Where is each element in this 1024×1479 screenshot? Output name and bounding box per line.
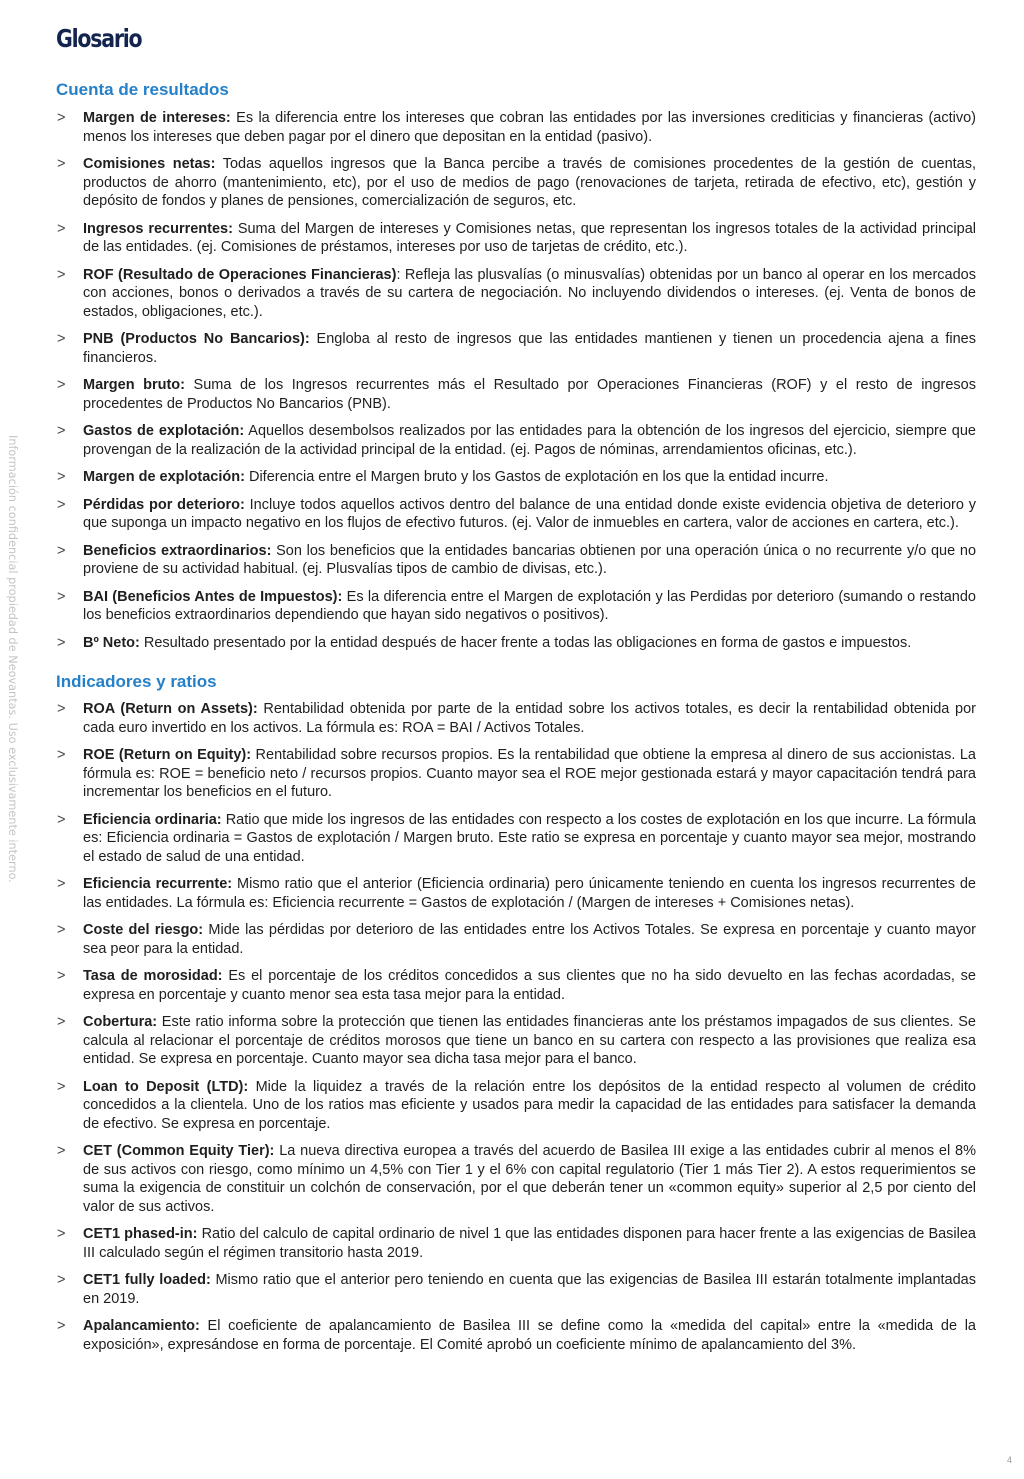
- glossary-term: CET1 fully loaded:: [83, 1272, 211, 1288]
- glossary-term: Margen bruto:: [83, 377, 185, 393]
- glossary-definition: Mide las pérdidas por deterioro de las entidades entre los Activos Totales. Se expresa en porcentaje y cuanto mayor sea peor para la entidad.: [83, 922, 977, 957]
- glossary-text: [83, 1317, 976, 1354]
- glossary-list: [56, 700, 976, 1354]
- glossary-text: [83, 700, 976, 737]
- glossary-term: CET (Common Equity Tier):: [83, 1143, 275, 1159]
- glossary-definition: Rentabilidad obtenida por parte de la entidad sobre los activos totales, es decir la rentabilidad obtenida por cada euro invertido en los activos. La fórmula es: ROA = BAI / Activos Totales.: [83, 701, 976, 736]
- bullet-marker: >: [57, 747, 66, 763]
- bullet-marker: >: [57, 811, 66, 828]
- bullet-marker: >: [57, 331, 66, 347]
- glossary-text: [83, 266, 976, 322]
- glossary-text: [83, 496, 976, 533]
- bullet-marker: >: [57, 1226, 66, 1242]
- glossary-term: Gastos de explotación:: [83, 423, 245, 439]
- glossary-text: [83, 634, 976, 653]
- glossary-term: Ingresos recurrentes:: [83, 220, 233, 237]
- glossary-text: [83, 542, 976, 579]
- glossary-text: [83, 220, 976, 257]
- glossary-term: Eficiencia recurrente:: [83, 876, 233, 892]
- glossary-item: [56, 376, 976, 413]
- glossary-term: ROA (Return on Assets):: [83, 701, 258, 717]
- glossary-text: [83, 746, 976, 802]
- glossary-text: [83, 468, 976, 487]
- glossary-item: [56, 921, 976, 958]
- bullet-marker: >: [57, 1318, 66, 1334]
- glossary-term: Coste del riesgo:: [83, 922, 204, 938]
- glossary-item: [56, 634, 976, 653]
- glossary-term: BAI (Beneficios Antes de Impuestos):: [83, 588, 343, 605]
- glossary-definition: Suma de los Ingresos recurrentes más el Resultado por Operaciones Financieras (ROF) y el resto de ingresos procedentes de Productos No Bancarios (PNB).: [83, 377, 976, 412]
- glossary-item: [56, 220, 976, 257]
- glossary-item: [56, 588, 976, 625]
- bullet-marker: >: [57, 542, 66, 559]
- glossary-item: [56, 542, 976, 579]
- glossary-definition: Resultado presentado por la entidad después de hacer frente a todas las obligaciones en forma de gastos e impuestos.: [139, 634, 912, 651]
- glossary-definition: Es el porcentaje de los créditos concedidos a sus clientes que no ha sido devuelto en las fechas acordadas, se expresa en porcentaje y cuanto menor sea esta tasa mejor para la entidad.: [83, 968, 976, 1003]
- glossary-item: [56, 155, 976, 211]
- glossary-text: [83, 1078, 976, 1134]
- glossary-text: [83, 1225, 976, 1262]
- bullet-marker: >: [57, 423, 66, 439]
- glossary-text: [83, 1013, 976, 1069]
- bullet-marker: >: [57, 1143, 66, 1159]
- bullet-marker: >: [57, 266, 66, 283]
- glossary-term: Beneficios extraordinarios:: [83, 542, 272, 559]
- glossary-term: Tasa de morosidad:: [83, 968, 223, 984]
- bullet-marker: >: [57, 968, 66, 984]
- glossary-term: ROF (Resultado de Operaciones Financieras): [83, 266, 397, 283]
- glossary-item: [56, 266, 976, 322]
- glossary-item: [56, 811, 976, 867]
- glossary-item: [56, 496, 976, 533]
- glossary-term: Loan to Deposit (LTD):: [83, 1078, 249, 1095]
- section-cuenta-de-resultados: [56, 80, 976, 652]
- glossary-item: [56, 700, 976, 737]
- glossary-definition: Es la diferencia entre los intereses que cobran las entidades por las inversiones crediticias y financieras (activo) menos los intereses que deben pagar por el dinero que depositan en la entidad (pasivo).: [83, 110, 976, 145]
- bullet-marker: >: [57, 876, 66, 892]
- glossary-text: [83, 967, 976, 1004]
- glossary-definition: Rentabilidad sobre recursos propios. Es la rentabilidad que obtiene la empresa al dinero de sus accionistas. La fórmula es: ROE = beneficio neto / recursos propios. Cuanto mayor sea el ROE mejor gestionada estará y mayor capacitación tendrá para incrementar los beneficios en el futuro.: [83, 747, 976, 800]
- glossary-item: [56, 1271, 976, 1308]
- glossary-text: [83, 422, 976, 459]
- glossary-term: Pérdidas por deterioro:: [83, 496, 245, 513]
- glossary-definition: Aquellos desembolsos realizados por las entidades para la obtención de los ingresos del ejercicio, siempre que provengan de la realización de la actividad principal de la entidad. (ej. Pagos de nóminas, arrendamientos oficinas, etc.).: [83, 423, 976, 458]
- glossary-definition: Mide la liquidez a través de la relación entre los depósitos de la entidad respecto al volumen de crédito concedidos a la clientela. Uno de los ratios mas eficiente y usados para medir la capacidad de las entidades para satisfacer la demanda de efectivo. Se expresa en porcentaje.: [83, 1078, 976, 1132]
- glossary-definition: Diferencia entre el Margen bruto y los Gastos de explotación en los que la entidad incurre.: [244, 469, 829, 485]
- glossary-definition: Es la diferencia entre el Margen de explotación y las Perdidas por deterioro (sumando o restando los beneficios extraordinarios dependiendo que hayan sido negativos o positivos).: [83, 588, 976, 623]
- glossary-list: [56, 109, 976, 652]
- glossary-definition: Este ratio informa sobre la protección que tienen las entidades financieras ante los préstamos impagados de sus clientes. Se calcula al relacionar el porcentaje de créditos morosos que tiene un banco en su cartera con respecto a las provisiones que realiza esa entidad. Se expresa en porcentaje. Cuanto mayor sea dicha tasa mejor para el banco.: [83, 1014, 976, 1067]
- glossary-text: [83, 1142, 976, 1216]
- glossary-definition: Engloba al resto de ingresos que las entidades mantienen y tienen un procedencia ajena a fines financieros.: [83, 331, 976, 366]
- glossary-definition: Ratio del calculo de capital ordinario de nivel 1 que las entidades disponen para hacer frente a las exigencias de Basilea III calculado según el régimen transitorio hasta 2019.: [83, 1226, 976, 1261]
- glossary-term: ROE (Return on Equity):: [83, 747, 252, 763]
- glossary-item: [56, 109, 976, 146]
- glossary-text: [83, 155, 976, 211]
- glossary-term: CET1 phased-in:: [83, 1226, 198, 1242]
- glossary-term: Bº Neto:: [83, 634, 140, 651]
- section-indicadores-y-ratios: [56, 672, 976, 1354]
- bullet-marker: >: [57, 220, 66, 237]
- glossary-term: Apalancamiento:: [83, 1318, 200, 1334]
- bullet-marker: >: [57, 588, 66, 605]
- glossary-content: [56, 78, 976, 1363]
- glossary-item: [56, 875, 976, 912]
- glossary-term: Comisiones netas:: [83, 156, 216, 172]
- bullet-marker: >: [57, 496, 66, 513]
- bullet-marker: >: [57, 156, 66, 172]
- glossary-item: [56, 1317, 976, 1354]
- glossary-text: [83, 109, 976, 146]
- glossary-text: [83, 1271, 976, 1308]
- glossary-item: [56, 1078, 976, 1134]
- glossary-definition: Ratio que mide los ingresos de las entidades con respecto a los costes de explotación en los que incurre. La fórmula es: Eficiencia ordinaria = Gastos de explotación / Margen bruto. Este ratio se expresa en porcentaje y cuanto mayor sea mejor, mostrando el estado de salud de una entidad.: [83, 811, 976, 865]
- glossary-definition: El coeficiente de apalancamiento de Basilea III se define como la «medida del capital» entre la «medida de la exposición», expresándose en forma de porcentaje. El Comité aprobó un coeficiente mínimo de apalancamiento del 3%.: [83, 1318, 976, 1353]
- bullet-marker: >: [57, 1014, 66, 1030]
- glossary-definition: Suma del Margen de intereses y Comisiones netas, que representan los ingresos totales de la actividad principal de las entidades. (ej. Comisiones de préstamos, intereses por uso de tarjetas de crédito, etc.).: [83, 220, 976, 255]
- glossary-definition: Son los beneficios que la entidades bancarias obtienen por una operación única o no recurrente y/o que no proviene de su actividad habitual. (ej. Plusvalías tipos de cambio de divisas, etc.).: [83, 542, 977, 577]
- glossary-item: [56, 1013, 976, 1069]
- glossary-definition: Incluye todos aquellos activos dentro del balance de una entidad donde existe evidencia objetiva de deterioro y que suponga un impacto negativo en los flujos de efectivo futuros. (ej. Valor de inmuebles en cartera, valor de acciones en cartera, etc.).: [83, 496, 976, 531]
- glossary-text: [83, 588, 976, 625]
- glossary-text: [83, 330, 976, 367]
- section-title: Cuenta de resultados: [56, 80, 229, 99]
- glossary-definition: Mismo ratio que el anterior pero teniendo en cuenta que las exigencias de Basilea III estarán totalmente implantadas en 2019.: [83, 1272, 976, 1307]
- bullet-marker: >: [57, 1272, 66, 1288]
- bullet-marker: >: [57, 377, 66, 393]
- glossary-definition: : Refleja las plusvalías (o minusvalías) obtenidas por un banco al operar en los mercados con acciones, bonos o derivados a través de su cartera de negociación. No incluyendo dividendos o intereses. (ej. Venta de bonos de estados, obligaciones, etc.).: [83, 266, 976, 320]
- glossary-item: [56, 468, 976, 487]
- glossary-term: PNB (Productos No Bancarios):: [83, 331, 310, 347]
- glossary-text: [83, 376, 976, 413]
- glossary-text: [83, 811, 976, 867]
- glossary-definition: La nueva directiva europea a través del acuerdo de Basilea III exige a las entidades cubrir al menos el 8% de sus activos con riesgo, como mínimo un 4,5% con Tier 1 y el 6% con capital regulatorio (Tier 1 más Tier 2). A estos requerimientos se suma la exigencia de constituir un colchón de conservación, por el que deberán tener un «common equity» superior al 2,5 por ciento del valor de sus activos.: [83, 1143, 976, 1215]
- confidentiality-note: Información confidencial propiedad de Neovantas. Uso exclusivamente interno.: [6, 435, 20, 883]
- bullet-marker: >: [57, 1078, 66, 1095]
- glossary-text: [83, 875, 976, 912]
- glossary-definition: Mismo ratio que el anterior (Eficiencia ordinaria) pero únicamente teniendo en cuenta los ingresos recurrentes de las entidades. La fórmula es: Eficiencia recurrente = Gastos de explotación / (Margen de intereses + Comisiones netas).: [83, 876, 976, 911]
- glossary-item: [56, 967, 976, 1004]
- glossary-item: [56, 422, 976, 459]
- bullet-marker: >: [57, 701, 66, 717]
- glossary-term: Margen de intereses:: [83, 110, 231, 126]
- glossary-term: Margen de explotación:: [83, 469, 245, 485]
- glossary-item: [56, 746, 976, 802]
- glossary-item: [56, 330, 976, 367]
- page-title: Glosario: [56, 24, 142, 53]
- glossary-item: [56, 1225, 976, 1262]
- bullet-marker: >: [57, 922, 66, 938]
- glossary-definition: Todas aquellos ingresos que la Banca percibe a través de comisiones procedentes de la gestión de cuentas, productos de ahorro (mantenimiento, etc), por el uso de medios de pago (renovaciones de tarjeta, retirada de efectivo, etc), gestión y depósito de fondos y planes de pensiones, comercialización de seguros, etc.: [83, 156, 977, 209]
- glossary-item: [56, 1142, 976, 1216]
- glossary-term: Eficiencia ordinaria:: [83, 811, 222, 828]
- page-number: 4: [1006, 1455, 1012, 1465]
- glossary-text: [83, 921, 976, 958]
- section-title: Indicadores y ratios: [56, 672, 217, 691]
- bullet-marker: >: [57, 634, 66, 651]
- glossary-term: Cobertura:: [83, 1014, 158, 1030]
- bullet-marker: >: [57, 469, 66, 485]
- bullet-marker: >: [57, 110, 66, 126]
